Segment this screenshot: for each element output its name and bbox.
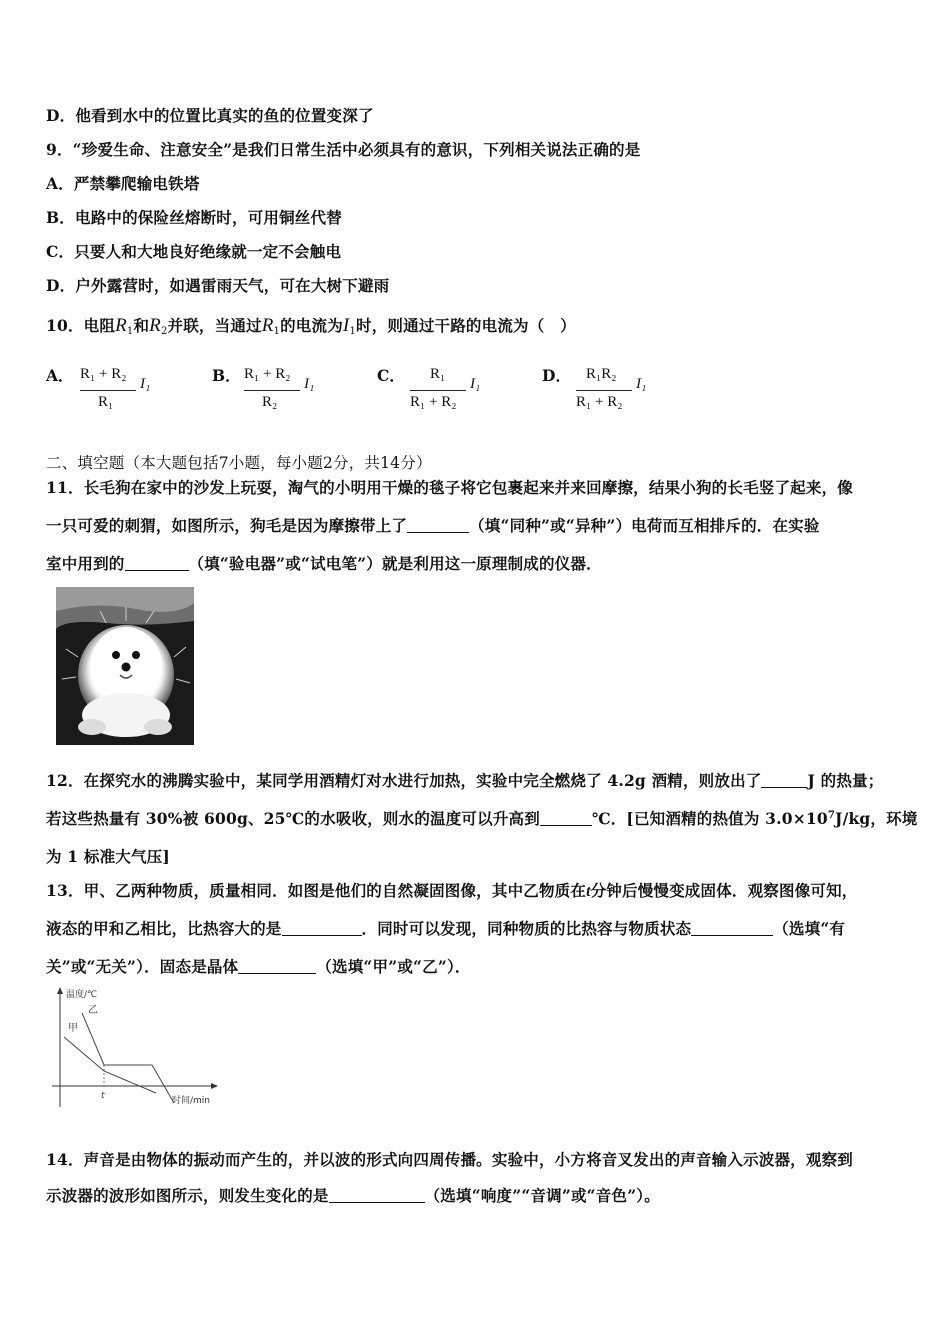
- q13-blank-1[interactable]: [282, 921, 362, 936]
- q12-line-3: 为 1 标准大气压]: [46, 847, 170, 866]
- section-2-title: 二、填空题（本大题包括7小题，每小题2分，共14分）: [46, 454, 432, 472]
- q12-blank-1[interactable]: [761, 773, 807, 788]
- q11-blank-1[interactable]: [407, 518, 469, 533]
- graph-line-yi: [82, 1013, 174, 1103]
- q9-option-d: D．户外露营时，如遇雷雨天气，可在大树下避雨: [46, 276, 390, 295]
- q10-option-a-label: A．: [46, 366, 74, 385]
- q13-line-2: 液态的甲和乙相比，比热容大的是 ．同时可以发现，同种物质的比热容与物质状态 （选填“有: [46, 919, 846, 938]
- fluffy-dog-photo: [56, 587, 194, 745]
- q10-option-d-label: D．: [542, 366, 571, 385]
- q10-option-b-label: B．: [212, 366, 241, 385]
- q12-line-1: 12．在探究水的沸腾实验中，某同学用酒精灯对水进行加热，实验中完全燃烧了 4.2g 酒精，则放出了 J 的热量；: [46, 771, 884, 790]
- q13-blank-3[interactable]: [238, 959, 316, 974]
- q12-blank-2[interactable]: [540, 811, 592, 826]
- q11-line-1: 11．长毛狗在家中的沙发上玩耍，淘气的小明用干燥的毯子将它包裹起来并来回摩擦，结果小狗的长毛竖了起来，像: [46, 478, 853, 497]
- q14-line-2: 示波器的波形如图所示，则发生变化的是 （选填“响度”“音调”或“音色”）。: [46, 1186, 660, 1205]
- graph-ylabel: 温度/℃: [66, 990, 98, 1000]
- graph-xlabel: 时间/min: [172, 1096, 211, 1106]
- q11-line-2: 一只可爱的刺猬，如图所示，狗毛是因为摩擦带上了 （填“同种”或“异种”）电荷而互相排斥的．在实验: [46, 516, 820, 535]
- q11-blank-2[interactable]: [125, 556, 189, 571]
- q8-option-d: D．他看到水中的位置比真实的鱼的位置变深了: [46, 106, 374, 125]
- graph-series-jia: 甲: [68, 1023, 78, 1034]
- q13-line-3: 关”或“无关”）．固态是晶体 （选填“甲”或“乙”）．: [46, 957, 471, 976]
- q14-line-1: 14．声音是由物体的振动而产生的，并以波的形式向四周传播。实验中，小方将音叉发出的声音输入示波器，观察到: [46, 1150, 853, 1169]
- q10-option-c-label: C．: [377, 366, 405, 385]
- q9-option-c: C．只要人和大地良好绝缘就一定不会触电: [46, 242, 342, 261]
- q13-blank-2[interactable]: [691, 921, 773, 936]
- q9-option-a: A．严禁攀爬输电铁塔: [46, 174, 200, 193]
- graph-tick-t: t: [101, 1091, 105, 1101]
- q10-stem: 10．电阻$R_1$和$R_2$并联，当通过$R_1$的电流为$I_1$时，则通过干路的电流为（ ）: [46, 315, 576, 337]
- q9-stem: 9．“珍爱生命、注意安全”是我们日常生活中必须具有的意识，下列相关说法正确的是: [46, 140, 641, 159]
- q11-line-3: 室中用到的 （填“验电器”或“试电笔”）就是利用这一原理制成的仪器．: [46, 554, 602, 573]
- solidification-graph: [46, 985, 226, 1115]
- q12-line-2: 若这些热量有 30%被 600g、25℃的水吸收，则水的温度可以升高到 ℃．[已知酒精的热值为 $3.0\times 10^7J/kg$，环境: [46, 809, 918, 828]
- q14-blank-1[interactable]: [329, 1188, 425, 1203]
- q13-line-1: 13．甲、乙两种物质，质量相同．如图是他们的自然凝固图像，其中乙物质在t分钟后慢慢变成固体．观察图像可知，: [46, 881, 858, 900]
- q9-option-b: B．电路中的保险丝熔断时，可用铜丝代替: [46, 208, 342, 227]
- graph-series-yi: 乙: [88, 1005, 98, 1016]
